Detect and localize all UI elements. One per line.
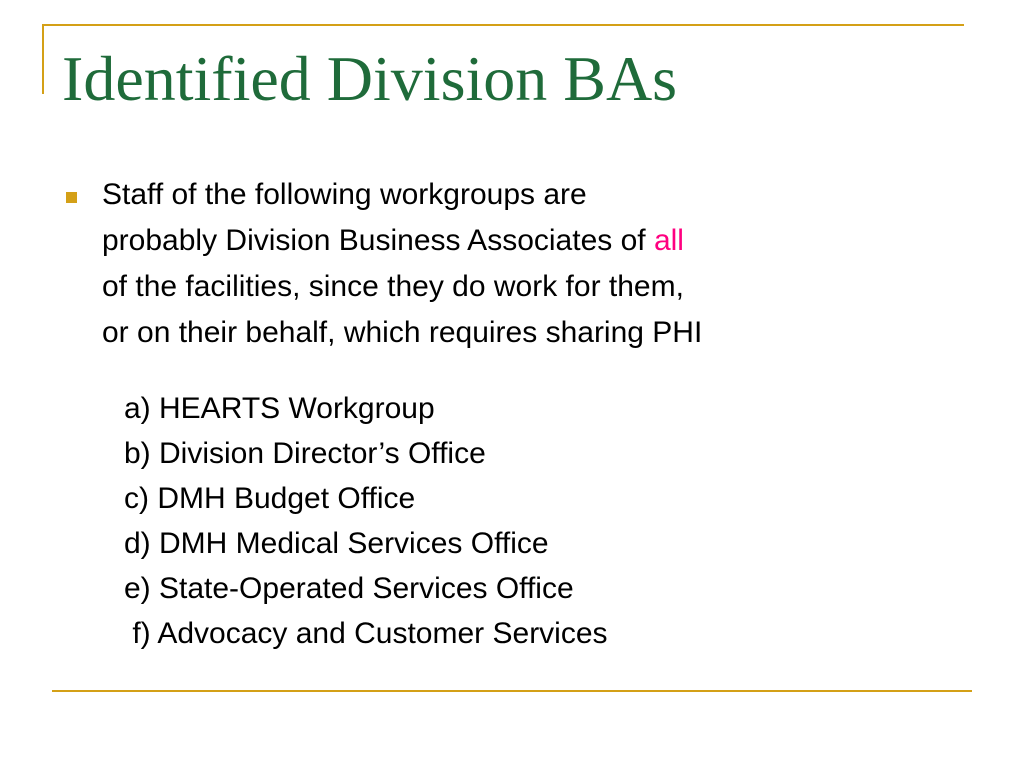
list-item: d) DMH Medical Services Office (124, 527, 549, 560)
list-item: c) DMH Budget Office (124, 482, 416, 515)
bullet-line-4: or on their behalf, which requires sharing PHI (102, 316, 703, 349)
list-item: b) Division Director’s Office (124, 437, 486, 470)
bullet-line-1: Staff of the following workgroups are (102, 178, 587, 211)
list-item: e) State-Operated Services Office (124, 572, 574, 605)
bullet-accent-word: all (653, 224, 684, 257)
list-item: a) HEARTS Workgroup (124, 392, 435, 425)
bullet-line-2: probably Division Business Associates of (102, 224, 654, 257)
left-rule (42, 24, 44, 94)
list-item: f) Advocacy and Customer Services (124, 617, 608, 650)
slide-title: Identified Division BAs (62, 43, 678, 114)
workgroup-list (124, 386, 608, 656)
bottom-rule (52, 690, 972, 692)
bullet-line-3: of the facilities, since they do work for them, (102, 270, 684, 303)
bullet-text (102, 172, 982, 356)
bullet-point (62, 172, 982, 356)
top-rule (44, 24, 964, 26)
square-bullet-icon (66, 192, 77, 203)
